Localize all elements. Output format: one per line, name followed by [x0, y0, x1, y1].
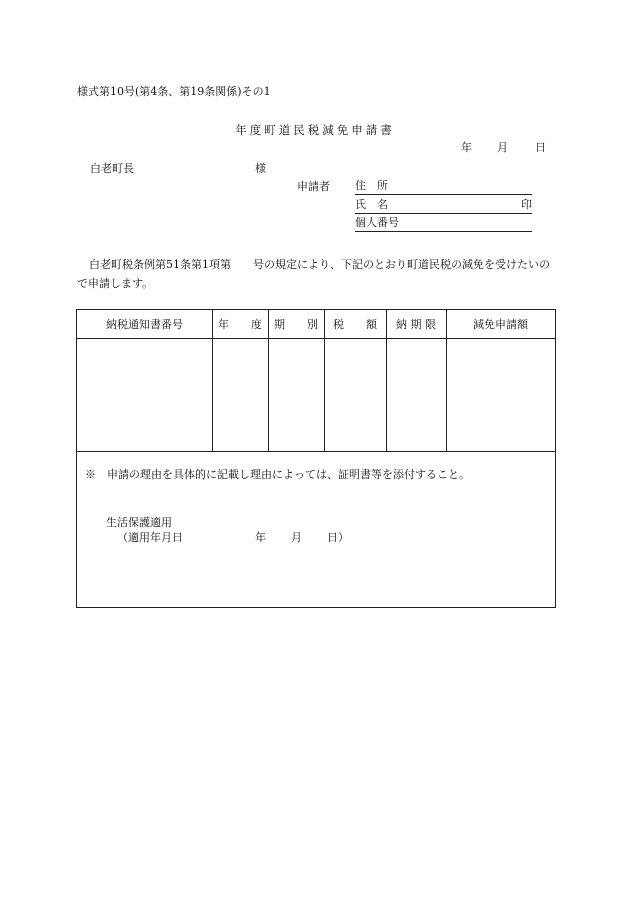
header-tax-amount: 税 額	[333, 318, 377, 331]
document-title: 年度町道民税減免申請書	[235, 123, 395, 137]
address-field[interactable]	[355, 180, 532, 195]
date-day-label: 日	[535, 141, 546, 154]
seal-mark: 印	[521, 198, 532, 211]
header-notice-number: 納税通知書番号	[106, 318, 183, 331]
header-divider	[77, 338, 555, 339]
header-period: 期 別	[274, 318, 318, 331]
welfare-label: 生活保護適用	[106, 516, 172, 529]
column-divider	[446, 310, 447, 451]
welfare-year-label: 年	[255, 531, 266, 544]
reason-note: ※ 申請の理由を具体的に記載し理由によっては、証明書等を添付すること。	[85, 468, 470, 481]
header-reduction-amount: 減免申請額	[473, 318, 528, 331]
column-divider	[268, 310, 269, 451]
date-year-label: 年	[461, 141, 472, 154]
welfare-date-label: （適用年月日	[117, 531, 183, 544]
column-divider	[386, 310, 387, 451]
address-label: 住 所	[355, 179, 388, 192]
form-number: 様式第10号(第4条、第19条関係)その1	[77, 85, 271, 98]
column-divider	[324, 310, 325, 451]
header-due-date: 納 期 限	[396, 318, 436, 331]
date-month-label: 月	[497, 141, 508, 154]
welfare-month-label: 月	[291, 531, 302, 544]
application-statement: 白老町税条例第51条第1項第 号の規定により、下記のとおり町道民税の減免を受けたいので申請します。	[77, 258, 550, 290]
header-fiscal-year: 年 度	[218, 318, 262, 331]
name-label: 氏 名	[355, 198, 388, 211]
tax-table	[76, 309, 556, 608]
column-divider	[212, 310, 213, 451]
table-bottom-divider	[77, 451, 555, 452]
addressee-honorific: 様	[255, 162, 266, 175]
addressee-name: 白老町長	[90, 162, 134, 175]
name-field[interactable]	[355, 199, 532, 214]
welfare-day-label: 日）	[327, 531, 349, 544]
personal-number-label: 個人番号	[355, 216, 399, 229]
applicant-label: 申請者	[297, 180, 330, 193]
personal-number-field[interactable]	[355, 217, 532, 232]
